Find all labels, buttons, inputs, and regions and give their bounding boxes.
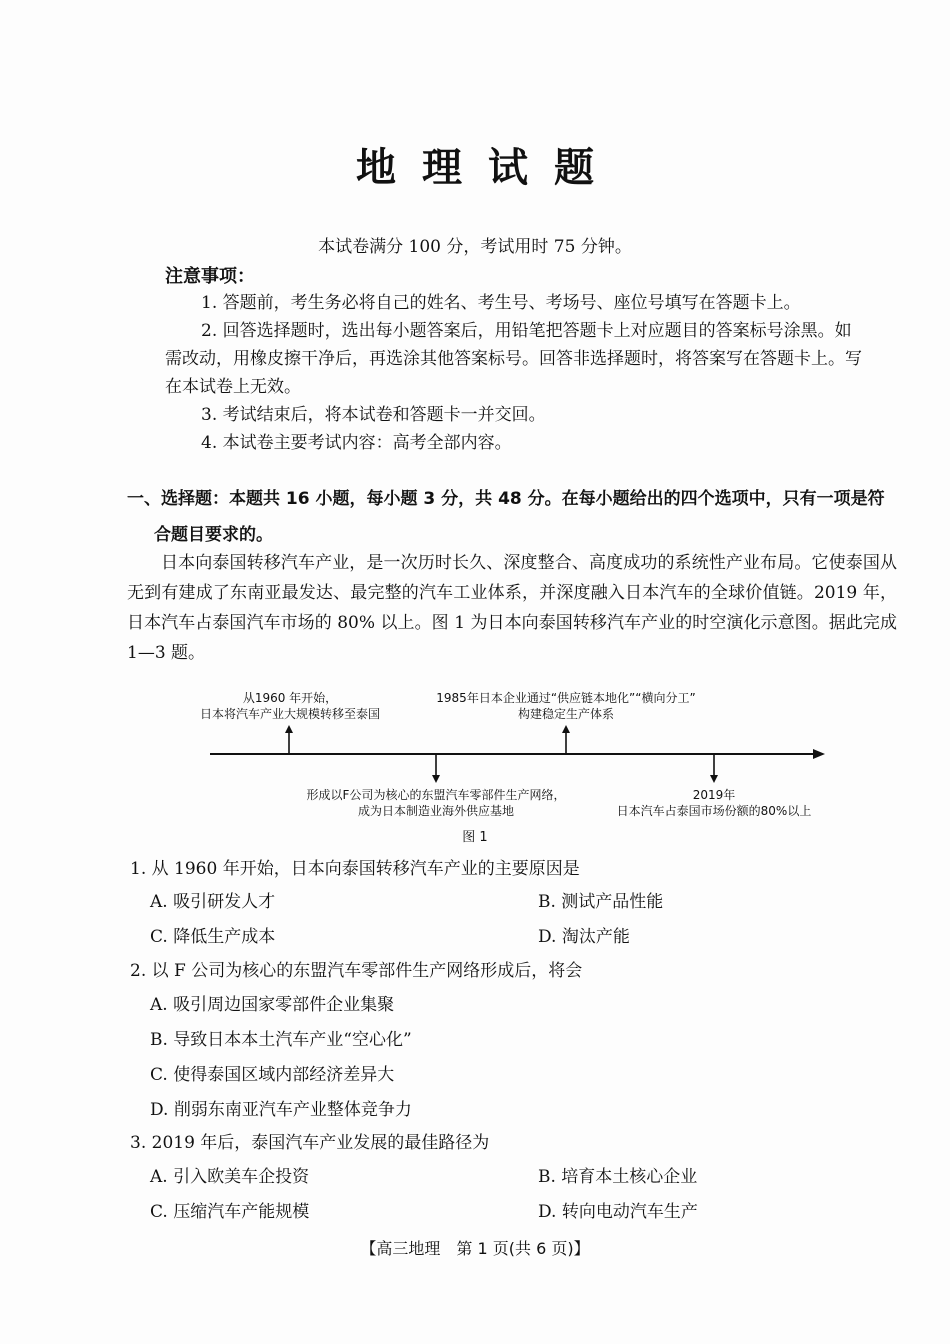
event-2019: [594, 787, 834, 819]
reading-passage: 日本向泰国转移汽车产业，是一次历时长久、深度整合、高度成功的系统性产业布局。它使泰国从无到有建成了东南亚最发达、最完整的汽车工业体系，并深度融入日本汽车的全球价值链。2019 年，日本汽车占泰国汽车市场的 80% 以上。图 1 为日本向泰国转移汽车产业的时空演化示意图。据此完成 1—3 题。: [127, 553, 897, 663]
question-3-option-a: A. 引入欧美车企投资: [150, 1167, 310, 1187]
event-4-arrow: [710, 775, 718, 783]
event-1-arrow: [285, 725, 293, 733]
event-network-line: 成为日本制造业海外供应基地: [357, 804, 514, 818]
timeline-diagram: [200, 685, 840, 825]
figure-caption: 图 1: [462, 830, 488, 845]
notice-heading: 注意事项：: [165, 266, 255, 287]
question-2-option-d: D. 削弱东南亚汽车产业整体竞争力: [150, 1100, 412, 1120]
question-1-option-d: D. 淘汰产能: [538, 927, 630, 947]
notice-list: [165, 289, 865, 457]
event-1985-line: 构建稳定生产体系: [517, 707, 614, 721]
exam-info: 本试卷满分 100 分，考试用时 75 分钟。: [318, 237, 632, 257]
question-1-option-c: C. 降低生产成本: [150, 927, 276, 947]
question-3-option-d: D. 转向电动汽车生产: [538, 1202, 698, 1222]
event-network-line: 形成以F公司为核心的东盟汽车零部件生产网络，: [306, 788, 566, 802]
page-title: 地理试题: [356, 145, 620, 191]
event-2-arrow: [432, 775, 440, 783]
question-3-stem: 3. 2019 年后，泰国汽车产业发展的最佳路径为: [130, 1133, 490, 1153]
section-heading-line: 合题目要求的。: [154, 525, 273, 545]
event-1985-line: 1985年日本企业通过“供应链本地化”“横向分工”: [436, 691, 696, 705]
event-3-arrow: [562, 725, 570, 733]
timeline-arrowhead: [813, 749, 825, 759]
event-2019-line: 日本汽车占泰国市场份额的80%以上: [616, 804, 812, 818]
question-2-stem: 2. 以 F 公司为核心的东盟汽车零部件生产网络形成后，将会: [130, 961, 583, 981]
event-network: [276, 787, 596, 819]
section-heading-line: 一、选择题：本题共 16 小题，每小题 3 分，共 48 分。在每小题给出的四个选项中，只有一项是符: [127, 489, 885, 509]
notice-item: 1. 答题前，考生务必将自己的姓名、考生号、考场号、座位号填写在答题卡上。: [201, 293, 801, 313]
notice-item: 3. 考试结束后，将本试卷和答题卡一并交回。: [201, 405, 546, 425]
event-1960: [190, 690, 390, 722]
question-2-option-c: C. 使得泰国区域内部经济差异大: [150, 1065, 395, 1085]
question-1-stem: 1. 从 1960 年开始，日本向泰国转移汽车产业的主要原因是: [130, 859, 580, 879]
question-2-option-a: A. 吸引周边国家零部件企业集聚: [150, 995, 395, 1015]
question-2-option-b: B. 导致日本本土汽车产业“空心化”: [150, 1030, 412, 1050]
question-1-option-a: A. 吸引研发人才: [150, 892, 276, 912]
notice-item: 4. 本试卷主要考试内容：高考全部内容。: [201, 433, 512, 453]
question-3-option-c: C. 压缩汽车产能规模: [150, 1202, 310, 1222]
question-1-option-b: B. 测试产品性能: [538, 892, 664, 912]
event-1960-line: 从1960 年开始，: [242, 691, 338, 705]
section-heading: [127, 481, 897, 553]
event-1960-line: 日本将汽车产业大规模转移至泰国: [199, 707, 380, 721]
event-1985: [396, 690, 736, 722]
question-3-option-b: B. 培育本土核心企业: [538, 1167, 698, 1187]
notice-item: 2. 回答选择题时，选出每小题答案后，用铅笔把答题卡上对应题目的答案标号涂黑。如需改动，用橡皮擦干净后，再选涂其他答案标号。回答非选择题时，将答案写在答题卡上。写在本试卷上无效。: [165, 321, 862, 397]
page-footer: 【高三地理 第 1 页(共 6 页)】: [360, 1239, 590, 1258]
event-2019-line: 2019年: [692, 788, 736, 802]
